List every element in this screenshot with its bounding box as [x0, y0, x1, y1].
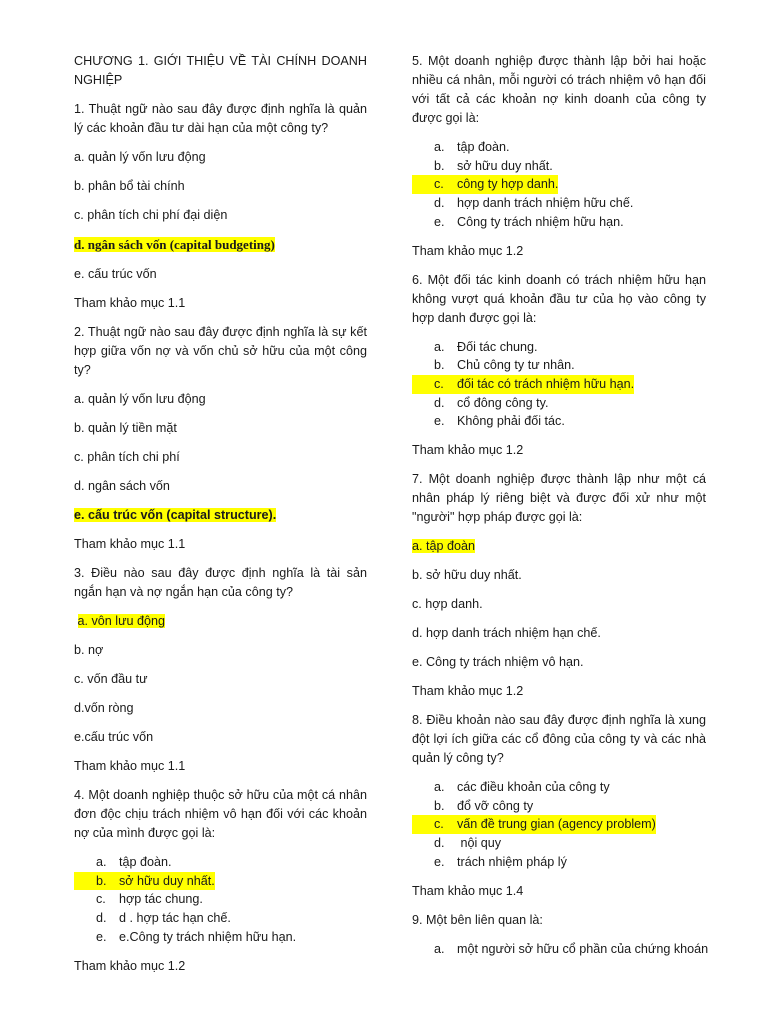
- q5-option-d: d. hợp danh trách nhiệm hữu chế.: [434, 196, 634, 211]
- q4-option-e: e. e.Công ty trách nhiệm hữu hạn.: [96, 929, 297, 944]
- question-7: 7. Một doanh nghiệp được thành lập như một cá nhân pháp lý riêng biệt và được đối xử như một "người" hợp pháp được gọi là:: [412, 472, 706, 525]
- q4-option-d: d. d . hợp tác hạn chế.: [96, 911, 231, 926]
- q8-option-d: d. nội quy: [434, 836, 502, 851]
- q1-option-a: a. quản lý vốn lưu động: [74, 150, 206, 164]
- q1-option-b: b. phân bổ tài chính: [74, 179, 185, 193]
- q8-option-b: b. đổ vỡ công ty: [434, 798, 534, 813]
- q2-option-b: b. quản lý tiền mặt: [74, 421, 177, 435]
- question-6: 6. Một đối tác kinh doanh có trách nhiệm hữu hạn không vượt quá khoản đầu tư của họ vào công ty hợp danh được gọi là:: [412, 272, 706, 325]
- q9-options: [412, 940, 709, 959]
- q2-option-a: a. quản lý vốn lưu động: [74, 392, 206, 406]
- q4-options: [74, 853, 367, 947]
- q2-option-d: d. ngân sách vốn: [74, 479, 170, 493]
- q3-option-b: b. nợ: [74, 643, 104, 657]
- q1-reference: Tham khảo mục 1.1: [74, 296, 186, 310]
- q3-option-c: c. vốn đầu tư: [74, 672, 148, 686]
- q2-option-e-answer: e. cấu trúc vốn (capital structure).: [74, 508, 277, 522]
- q4-option-a: a. tập đoàn.: [96, 855, 172, 869]
- q5-options: [412, 138, 706, 232]
- q5-reference: Tham khảo mục 1.2: [412, 243, 524, 258]
- q3-reference: Tham khảo mục 1.1: [74, 759, 186, 773]
- q5-option-a: a. tập đoàn.: [434, 140, 510, 154]
- q7-option-d: d. hợp danh trách nhiệm hạn chế.: [412, 626, 601, 641]
- q6-option-c-answer: c. đối tác có trách nhiệm hữu hạn.: [412, 375, 706, 394]
- q7-option-e: e. Công ty trách nhiệm vô hạn.: [412, 655, 584, 670]
- q9-option-a: a. một người sở hữu cổ phần của chứng khoán: [434, 941, 709, 956]
- q4-option-b-answer: b. sở hữu duy nhất.: [74, 872, 367, 891]
- q8-option-c-answer: c. vấn đề trung gian (agency problem): [412, 815, 706, 834]
- q2-reference: Tham khảo mục 1.1: [74, 537, 186, 551]
- q7-option-b: b. sở hữu duy nhất.: [412, 568, 522, 583]
- question-9: 9. Một bên liên quan là:: [412, 912, 543, 927]
- q6-option-d: d. cổ đông công ty.: [434, 395, 549, 410]
- question-1: 1. Thuật ngữ nào sau đây được định nghĩa là quản lý các khoản đầu tư dài hạn của một công ty?: [74, 102, 367, 135]
- q4-option-c: c. hợp tác chung.: [96, 892, 203, 907]
- q8-reference: Tham khảo mục 1.4: [412, 883, 524, 898]
- right-column: [412, 52, 709, 968]
- question-2: 2. Thuật ngữ nào sau đây được định nghĩa là sự kết hợp giữa vốn nợ và vốn chủ sở hữu của một công ty?: [74, 325, 367, 377]
- q4-reference: Tham khảo mục 1.2: [74, 958, 186, 973]
- q8-option-a: a. các điều khoản của công ty: [434, 780, 610, 795]
- question-5: 5. Một doanh nghiệp được thành lập bởi hai hoặc nhiều cá nhân, mỗi người có trách nhiệm vô hạn đối với tất cả các khoản nợ kinh doanh của công ty được gọi là:: [412, 54, 706, 125]
- q6-option-a: a. Đối tác chung.: [434, 339, 538, 354]
- chapter-title: CHƯƠNG 1. GIỚI THIỆU VỀ TÀI CHÍNH DOANH NGHIỆP: [74, 54, 367, 87]
- left-column: [74, 52, 367, 986]
- question-4: 4. Một doanh nghiệp thuộc sở hữu của một cá nhân đơn độc chịu trách nhiệm vô hạn đối với các khoản nợ của mình được gọi là:: [74, 788, 367, 840]
- q7-option-c: c. hợp danh.: [412, 597, 483, 612]
- q6-options: [412, 338, 706, 432]
- q8-option-e: e. trách nhiệm pháp lý: [434, 854, 567, 869]
- q5-option-b: b. sở hữu duy nhất.: [434, 158, 553, 173]
- q6-option-e: e. Không phải đối tác.: [434, 414, 565, 429]
- q3-option-a-answer: a. vôn lưu động: [77, 614, 166, 628]
- q5-option-e: e. Công ty trách nhiệm hữu hạn.: [434, 214, 624, 229]
- q5-option-c-answer: c. công ty hợp danh.: [412, 175, 706, 194]
- question-3: 3. Điều nào sau đây được định nghĩa là tài sản ngắn hạn và nợ ngắn hạn của công ty?: [74, 566, 367, 599]
- q7-option-a-answer: a. tập đoàn: [412, 539, 476, 554]
- q8-options: [412, 778, 706, 872]
- q1-option-e: e. cấu trúc vốn: [74, 267, 157, 281]
- q1-option-d-answer: d. ngân sách vốn (capital budgeting): [74, 237, 275, 252]
- q3-option-e: e.cấu trúc vốn: [74, 730, 154, 744]
- q7-reference: Tham khảo mục 1.2: [412, 684, 524, 699]
- q3-option-d: d.vốn ròng: [74, 701, 134, 715]
- q2-option-c: c. phân tích chi phí: [74, 450, 180, 464]
- q1-option-c: c. phân tích chi phí đại diện: [74, 208, 228, 222]
- q6-reference: Tham khảo mục 1.2: [412, 443, 524, 458]
- question-8: 8. Điều khoản nào sau đây được định nghĩa là xung đột lợi ích giữa các cổ đông của công ty và các nhà quản lý công ty?: [412, 713, 706, 766]
- q6-option-b: b. Chủ công ty tư nhân.: [434, 358, 575, 373]
